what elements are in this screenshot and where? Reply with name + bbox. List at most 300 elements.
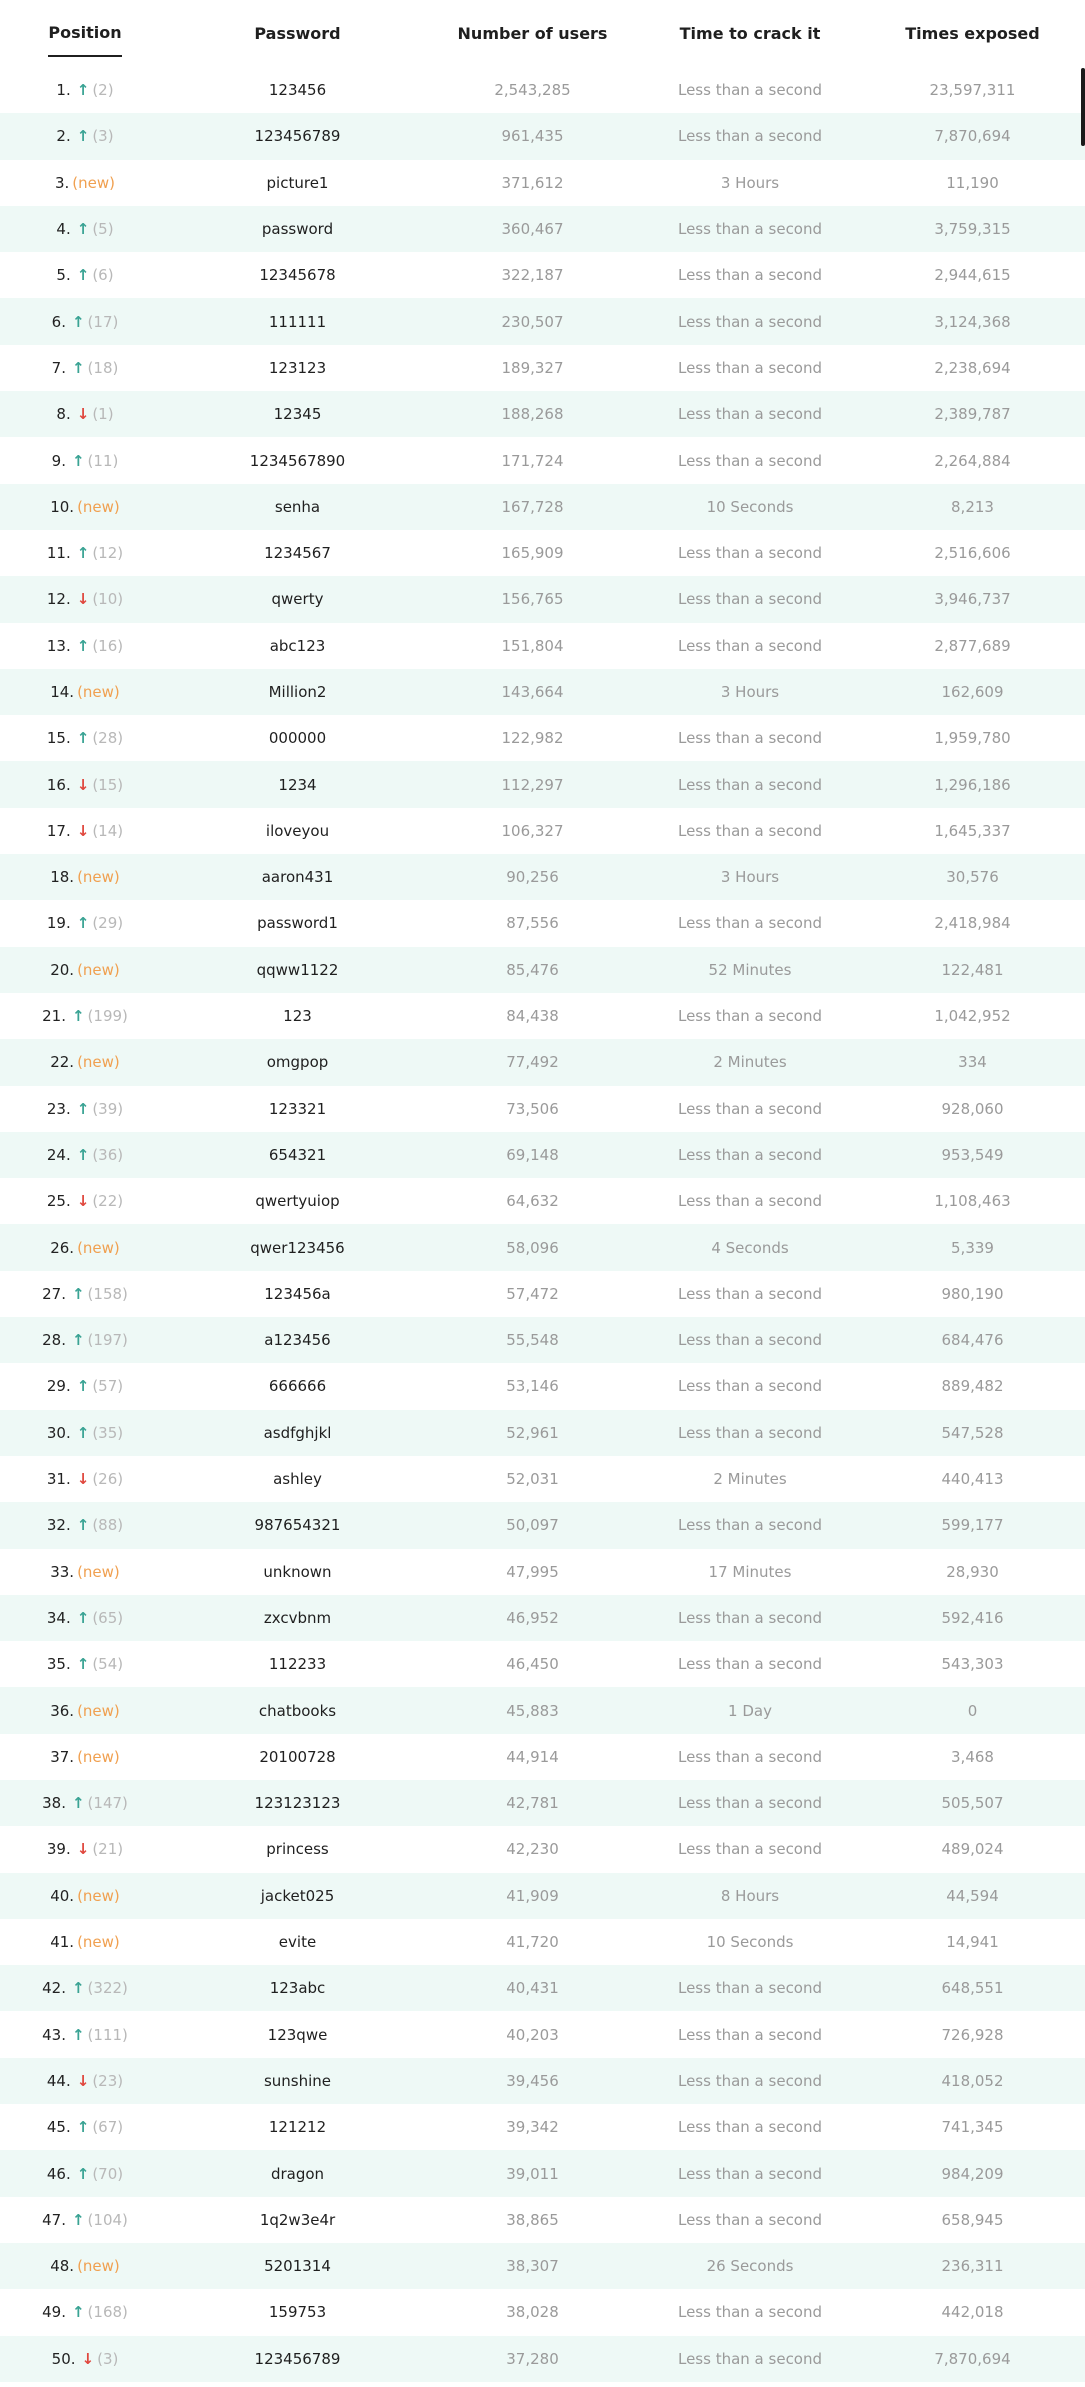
position-rank: 49. [42, 2303, 66, 2322]
arrow-up-icon: ↑ [76, 1516, 90, 1535]
cell-number-of-users: 143,664 [425, 669, 640, 715]
cell-time-to-crack: Less than a second [640, 1965, 860, 2011]
new-badge: (new) [77, 1933, 120, 1952]
cell-number-of-users: 2,543,285 [494, 81, 571, 100]
table-body [0, 67, 1085, 2382]
scrollbar-thumb[interactable] [1081, 68, 1085, 146]
position-rank: 29. [46, 1377, 71, 1396]
cell-time-to-crack: Less than a second [640, 113, 860, 159]
previous-position: (2) [92, 81, 114, 100]
table-row [0, 1271, 1085, 1317]
cell-time-to-crack: Less than a second [677, 1099, 823, 1118]
cell-password: a123456 [170, 1317, 425, 1363]
arrow-down-icon: ↓ [76, 1192, 90, 1211]
cell-time-to-crack: Less than a second [640, 761, 860, 807]
cell-times-exposed: 2,389,787 [860, 391, 1085, 437]
cell-password: 123456 [268, 81, 327, 100]
arrow-up-icon: ↑ [76, 914, 90, 933]
previous-position: (36) [92, 1145, 124, 1164]
header-users-label: Number of users [457, 24, 608, 43]
cell-position [0, 1271, 170, 1317]
table-row [0, 1687, 1085, 1733]
cell-times-exposed: 1,645,337 [934, 821, 1011, 840]
cell-time-to-crack: Less than a second [677, 2025, 823, 2044]
new-badge: (new) [77, 1886, 120, 1905]
cell-position [0, 345, 170, 391]
cell-number-of-users: 360,467 [425, 206, 640, 252]
table-row [0, 1826, 1085, 1872]
header-position-label: Position [48, 23, 121, 57]
previous-position: (3) [97, 2349, 119, 2368]
cell-password: qwertyuiop [255, 1192, 340, 1211]
position-rank: 43. [42, 2025, 66, 2044]
cell-times-exposed: 1,296,186 [860, 761, 1085, 807]
position-rank: 23. [46, 1099, 71, 1118]
position-rank: 6. [51, 312, 66, 331]
cell-time-to-crack: Less than a second [640, 1595, 860, 1641]
table-row [0, 1641, 1085, 1687]
arrow-up-icon: ↑ [71, 451, 85, 470]
cell-time-to-crack: 10 Seconds [640, 484, 860, 530]
cell-password: 1234 [170, 761, 425, 807]
cell-times-exposed: 2,877,689 [934, 636, 1011, 655]
cell-time-to-crack: Less than a second [640, 2150, 860, 2196]
arrow-up-icon: ↑ [71, 2303, 85, 2322]
cell-password: ashley [273, 1470, 322, 1489]
new-badge: (new) [77, 960, 120, 979]
cell-position [0, 1687, 170, 1733]
cell-time-to-crack: Less than a second [677, 81, 823, 100]
cell-time-to-crack: 1 Day [640, 1687, 860, 1733]
arrow-down-icon: ↓ [76, 405, 90, 424]
cell-position [0, 1826, 170, 1872]
arrow-up-icon: ↑ [76, 1145, 90, 1164]
position-rank: 8. [56, 405, 71, 424]
cell-times-exposed: 3,946,737 [860, 576, 1085, 622]
cell-time-to-crack: 4 Seconds [640, 1224, 860, 1270]
cell-password: 12345678 [259, 266, 336, 285]
cell-password: 123abc [170, 1965, 425, 2011]
cell-position [0, 761, 170, 807]
cell-number-of-users: 39,456 [425, 2058, 640, 2104]
cell-password: senha [170, 484, 425, 530]
position-rank: 22. [50, 1053, 75, 1072]
cell-number-of-users: 37,280 [425, 2336, 640, 2382]
cell-time-to-crack: Less than a second [677, 729, 823, 748]
cell-position [0, 947, 170, 993]
cell-times-exposed: 726,928 [941, 2025, 1004, 2044]
cell-number-of-users: 73,506 [506, 1099, 559, 1118]
cell-position [0, 2150, 170, 2196]
arrow-up-icon: ↑ [71, 1979, 85, 1998]
position-rank: 4. [56, 220, 71, 239]
cell-position [0, 1641, 170, 1687]
cell-time-to-crack: Less than a second [677, 1840, 823, 1859]
cell-times-exposed: 543,303 [941, 1655, 1004, 1674]
cell-number-of-users: 90,256 [425, 854, 640, 900]
position-rank: 30. [46, 1423, 71, 1442]
cell-number-of-users: 44,914 [506, 1747, 559, 1766]
cell-number-of-users: 371,612 [501, 173, 564, 192]
position-rank: 48. [50, 2257, 75, 2276]
cell-times-exposed: 2,264,884 [934, 451, 1011, 470]
previous-position: (16) [92, 636, 124, 655]
table-row [0, 298, 1085, 344]
cell-times-exposed: 2,944,615 [934, 266, 1011, 285]
cell-position [0, 1317, 170, 1363]
cell-password: 666666 [268, 1377, 327, 1396]
cell-number-of-users: 85,476 [425, 947, 640, 993]
header-time-to-crack[interactable] [640, 0, 860, 67]
cell-times-exposed: 3,124,368 [860, 298, 1085, 344]
cell-time-to-crack: Less than a second [677, 1747, 823, 1766]
previous-position: (17) [87, 312, 119, 331]
cell-number-of-users: 87,556 [506, 914, 559, 933]
new-badge: (new) [77, 1053, 120, 1072]
cell-times-exposed: 1,042,952 [934, 1007, 1011, 1026]
cell-password: iloveyou [265, 821, 330, 840]
cell-password: 123456789 [170, 2336, 425, 2382]
cell-position [0, 437, 170, 483]
header-times-exposed[interactable] [860, 0, 1085, 67]
table-row [0, 2104, 1085, 2150]
table-row [0, 1410, 1085, 1456]
previous-position: (70) [92, 2164, 124, 2183]
cell-password: princess [266, 1840, 329, 1859]
cell-time-to-crack: 3 Hours [640, 854, 860, 900]
arrow-up-icon: ↑ [71, 2025, 85, 2044]
table-row [0, 1224, 1085, 1270]
table-row [0, 1873, 1085, 1919]
cell-times-exposed: 984,209 [860, 2150, 1085, 2196]
header-crack-label: Time to crack it [679, 24, 821, 43]
position-rank: 17. [46, 821, 71, 840]
arrow-down-icon: ↓ [76, 590, 90, 609]
table-row [0, 1363, 1085, 1409]
table-row [0, 67, 1085, 113]
cell-number-of-users: 64,632 [506, 1192, 559, 1211]
cell-number-of-users: 46,450 [506, 1655, 559, 1674]
cell-number-of-users: 46,952 [425, 1595, 640, 1641]
cell-time-to-crack: Less than a second [640, 1410, 860, 1456]
cell-times-exposed: 30,576 [860, 854, 1085, 900]
arrow-up-icon: ↑ [71, 1331, 85, 1350]
arrow-down-icon: ↓ [76, 1470, 90, 1489]
cell-number-of-users: 53,146 [506, 1377, 559, 1396]
arrow-up-icon: ↑ [76, 1377, 90, 1396]
cell-password: 1q2w3e4r [259, 2210, 336, 2229]
cell-times-exposed: 440,413 [941, 1470, 1004, 1489]
position-rank: 38. [42, 1794, 66, 1813]
position-rank: 21. [42, 1007, 66, 1026]
cell-number-of-users: 58,096 [425, 1224, 640, 1270]
cell-position [0, 2197, 170, 2243]
arrow-up-icon: ↑ [71, 358, 85, 377]
previous-position: (22) [92, 1192, 124, 1211]
cell-times-exposed: 980,190 [941, 1284, 1004, 1303]
new-badge: (new) [77, 683, 120, 701]
cell-time-to-crack: 2 Minutes [713, 1470, 787, 1489]
cell-number-of-users: 40,203 [506, 2025, 559, 2044]
position-rank: 44. [46, 2071, 71, 2090]
position-rank: 36. [50, 1701, 75, 1720]
position-rank: 5. [56, 266, 71, 285]
table-row [0, 623, 1085, 669]
cell-position [0, 854, 170, 900]
position-rank: 33. [50, 1562, 75, 1581]
cell-position [0, 1363, 170, 1409]
table-header-row [0, 0, 1085, 67]
cell-password: aaron431 [170, 854, 425, 900]
cell-times-exposed: 592,416 [860, 1595, 1085, 1641]
table-row [0, 1086, 1085, 1132]
cell-position [0, 715, 170, 761]
cell-number-of-users: 122,982 [501, 729, 564, 748]
previous-position: (104) [87, 2210, 128, 2229]
cell-password: sunshine [170, 2058, 425, 2104]
position-rank: 1. [56, 81, 71, 100]
table-row [0, 437, 1085, 483]
previous-position: (168) [87, 2303, 128, 2322]
position-rank: 41. [50, 1933, 75, 1952]
cell-times-exposed: 658,945 [941, 2210, 1004, 2229]
arrow-down-icon: ↓ [81, 2349, 95, 2368]
cell-number-of-users: 77,492 [425, 1039, 640, 1085]
previous-position: (29) [92, 914, 124, 933]
previous-position: (28) [92, 729, 124, 748]
header-number-of-users[interactable] [425, 0, 640, 67]
cell-password: 123123 [268, 358, 327, 377]
header-password-label: Password [254, 24, 341, 43]
new-badge: (new) [77, 1238, 120, 1257]
cell-times-exposed: 3,759,315 [860, 206, 1085, 252]
position-rank: 24. [46, 1145, 71, 1164]
position-rank: 26. [50, 1238, 75, 1257]
cell-password: evite [278, 1933, 317, 1952]
cell-password: omgpop [170, 1039, 425, 1085]
position-rank: 32. [46, 1516, 71, 1535]
previous-position: (3) [92, 127, 114, 146]
table-row [0, 1456, 1085, 1502]
previous-position: (322) [87, 1979, 128, 1998]
position-rank: 47. [42, 2210, 66, 2229]
cell-times-exposed: 122,481 [860, 947, 1085, 993]
cell-position [0, 1873, 170, 1919]
cell-times-exposed: 236,311 [860, 2243, 1085, 2289]
cell-password: 123qwe [267, 2025, 328, 2044]
arrow-up-icon: ↑ [76, 636, 90, 655]
arrow-up-icon: ↑ [71, 1284, 85, 1303]
previous-position: (65) [92, 1608, 124, 1627]
previous-position: (14) [92, 821, 124, 840]
arrow-up-icon: ↑ [76, 1423, 90, 1442]
previous-position: (54) [92, 1655, 124, 1674]
cell-position [0, 808, 170, 854]
table-row [0, 1919, 1085, 1965]
new-badge: (new) [77, 497, 120, 516]
cell-times-exposed: 547,528 [860, 1410, 1085, 1456]
cell-position [0, 530, 170, 576]
cell-number-of-users: 322,187 [501, 266, 564, 285]
cell-password: chatbooks [170, 1687, 425, 1733]
cell-position [0, 206, 170, 252]
cell-number-of-users: 106,327 [501, 821, 564, 840]
cell-times-exposed: 889,482 [941, 1377, 1004, 1396]
cell-time-to-crack: 3 Hours [720, 173, 780, 192]
table-row [0, 2150, 1085, 2196]
arrow-up-icon: ↑ [76, 266, 90, 285]
arrow-up-icon: ↑ [76, 2164, 90, 2183]
cell-password: 123 [283, 1007, 312, 1026]
cell-time-to-crack: Less than a second [640, 1317, 860, 1363]
arrow-up-icon: ↑ [71, 1794, 85, 1813]
position-rank: 16. [46, 775, 71, 794]
cell-time-to-crack: 10 Seconds [706, 1933, 794, 1952]
cell-position [0, 1965, 170, 2011]
cell-number-of-users: 230,507 [425, 298, 640, 344]
cell-time-to-crack: Less than a second [677, 358, 823, 377]
cell-position [0, 160, 170, 206]
cell-times-exposed: 2,238,694 [934, 358, 1011, 377]
cell-time-to-crack: Less than a second [677, 914, 823, 933]
cell-time-to-crack: 26 Seconds [640, 2243, 860, 2289]
cell-number-of-users: 45,883 [425, 1687, 640, 1733]
cell-position [0, 67, 170, 113]
position-rank: 46. [46, 2164, 71, 2183]
table-row [0, 2197, 1085, 2243]
position-rank: 45. [46, 2118, 71, 2137]
previous-position: (35) [92, 1423, 124, 1442]
cell-position [0, 252, 170, 298]
previous-position: (15) [92, 775, 124, 794]
cell-times-exposed: 599,177 [860, 1502, 1085, 1548]
cell-number-of-users: 41,720 [506, 1933, 559, 1952]
table-row [0, 1734, 1085, 1780]
table-row [0, 530, 1085, 576]
cell-times-exposed: 1,108,463 [934, 1192, 1011, 1211]
cell-times-exposed: 5,339 [860, 1224, 1085, 1270]
cell-number-of-users: 38,865 [506, 2210, 559, 2229]
cell-position [0, 1224, 170, 1270]
arrow-down-icon: ↓ [76, 775, 90, 794]
table-row [0, 2289, 1085, 2335]
position-rank: 3. [54, 173, 70, 192]
previous-position: (10) [92, 590, 124, 609]
header-position[interactable] [0, 0, 170, 67]
table-row [0, 1965, 1085, 2011]
table-row [0, 113, 1085, 159]
header-exposed-label: Times exposed [905, 24, 1040, 43]
cell-time-to-crack: Less than a second [677, 821, 823, 840]
cell-time-to-crack: Less than a second [640, 576, 860, 622]
cell-number-of-users: 69,148 [425, 1132, 640, 1178]
position-rank: 13. [46, 636, 71, 655]
cell-number-of-users: 171,724 [501, 451, 564, 470]
cell-time-to-crack: Less than a second [640, 2058, 860, 2104]
previous-position: (23) [92, 2071, 124, 2090]
cell-password: password1 [257, 914, 338, 933]
cell-number-of-users: 38,028 [506, 2303, 559, 2322]
cell-times-exposed: 3,468 [951, 1747, 994, 1766]
position-rank: 40. [50, 1886, 75, 1905]
table-row [0, 576, 1085, 622]
table-row [0, 252, 1085, 298]
cell-times-exposed: 505,507 [860, 1780, 1085, 1826]
cell-time-to-crack: Less than a second [640, 1132, 860, 1178]
cell-times-exposed: 2,516,606 [934, 544, 1011, 563]
position-rank: 9. [51, 451, 66, 470]
cell-position [0, 2243, 170, 2289]
position-rank: 37. [50, 1747, 75, 1766]
previous-position: (26) [92, 1470, 124, 1489]
arrow-up-icon: ↑ [76, 2118, 90, 2137]
cell-position [0, 993, 170, 1039]
new-badge: (new) [77, 1701, 120, 1720]
cell-position [0, 113, 170, 159]
table-row [0, 1178, 1085, 1224]
arrow-down-icon: ↓ [76, 1840, 90, 1859]
cell-password: 5201314 [170, 2243, 425, 2289]
new-badge: (new) [77, 1562, 120, 1581]
cell-number-of-users: 84,438 [506, 1007, 559, 1026]
cell-time-to-crack: Less than a second [677, 544, 823, 563]
new-badge: (new) [77, 2257, 120, 2276]
arrow-up-icon: ↑ [76, 220, 90, 239]
cell-times-exposed: 741,345 [941, 2118, 1004, 2137]
cell-time-to-crack: Less than a second [640, 1502, 860, 1548]
previous-position: (111) [87, 2025, 128, 2044]
arrow-down-icon: ↓ [76, 2071, 90, 2090]
cell-position [0, 1919, 170, 1965]
previous-position: (199) [87, 1007, 128, 1026]
position-rank: 20. [50, 960, 75, 979]
cell-time-to-crack: Less than a second [640, 2336, 860, 2382]
new-badge: (new) [77, 1747, 120, 1766]
table-row [0, 391, 1085, 437]
cell-time-to-crack: 3 Hours [640, 669, 860, 715]
position-rank: 18. [50, 868, 75, 887]
cell-password: 121212 [268, 2118, 327, 2137]
arrow-up-icon: ↑ [76, 1608, 90, 1627]
table-row [0, 1039, 1085, 1085]
cell-position [0, 2058, 170, 2104]
table-row [0, 2336, 1085, 2382]
table-row [0, 160, 1085, 206]
arrow-up-icon: ↑ [71, 2210, 85, 2229]
previous-position: (88) [92, 1516, 124, 1535]
cell-time-to-crack: Less than a second [677, 1377, 823, 1396]
cell-time-to-crack: 2 Minutes [640, 1039, 860, 1085]
cell-time-to-crack: Less than a second [640, 298, 860, 344]
previous-position: (1) [92, 405, 114, 424]
cell-number-of-users: 165,909 [501, 544, 564, 563]
cell-position [0, 1502, 170, 1548]
cell-position [0, 1456, 170, 1502]
arrow-up-icon: ↑ [76, 1099, 90, 1118]
arrow-up-icon: ↑ [71, 312, 85, 331]
cell-times-exposed: 0 [860, 1687, 1085, 1733]
arrow-up-icon: ↑ [76, 81, 90, 100]
header-password[interactable] [170, 0, 425, 67]
cell-position [0, 2104, 170, 2150]
cell-time-to-crack: Less than a second [677, 2210, 823, 2229]
cell-position [0, 623, 170, 669]
cell-time-to-crack: Less than a second [677, 1284, 823, 1303]
previous-position: (158) [87, 1284, 128, 1303]
cell-position [0, 576, 170, 622]
cell-position [0, 2336, 170, 2382]
cell-password: 159753 [268, 2303, 327, 2322]
